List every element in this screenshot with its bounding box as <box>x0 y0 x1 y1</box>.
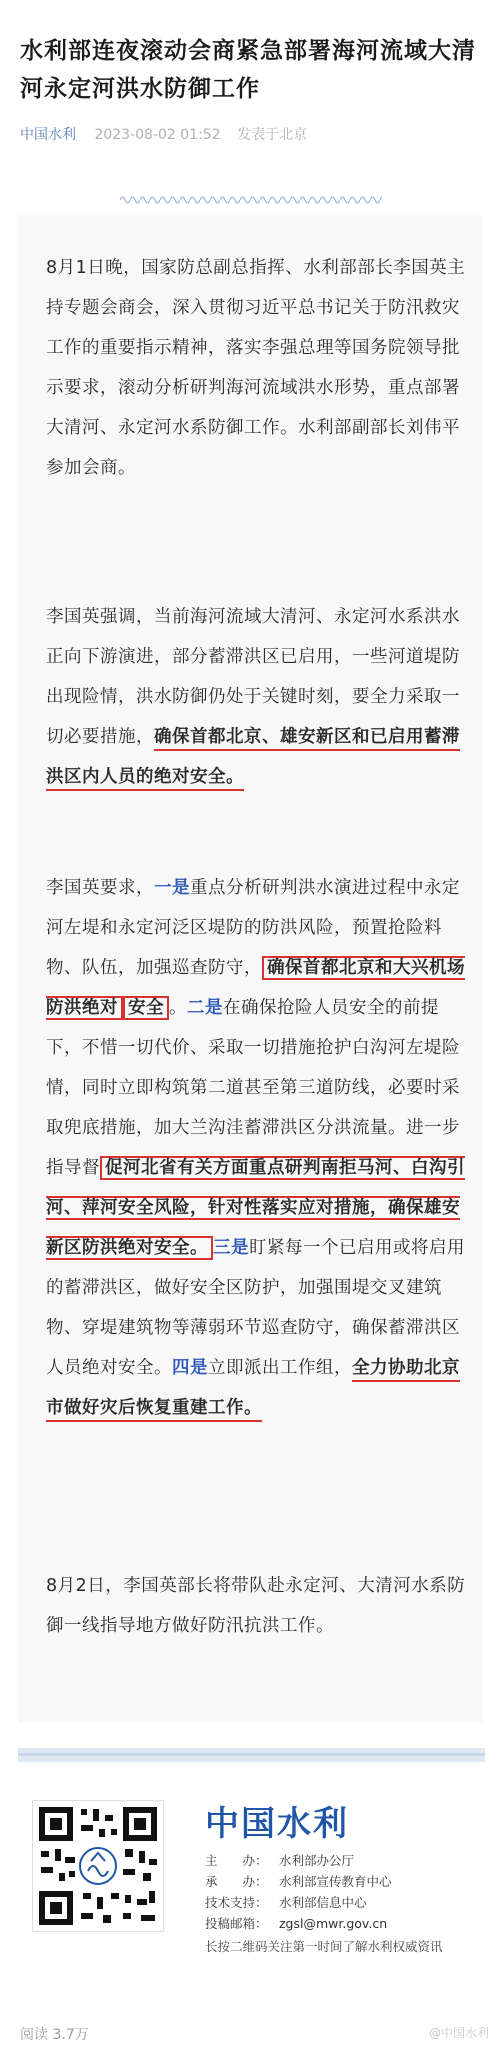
p3-text-d: 在确保抢险人员安全的前提下，不惜一切代价、采取一切措施抢护白沟河左堤险情，同时立即构筑第二道甚至第三道防线，必要时采取兜底措施，加大兰沟洼蓄滞洪区分洪流量。进一步指导督 <box>46 998 460 1178</box>
email-link[interactable]: zgsl@mwr.gov.cn <box>279 1916 388 1931</box>
paragraph-4: 8月2日，李国英部长将带队赴永定河、大清河水系防御一线指导地方做好防汛抗洪工作。 <box>46 1576 466 1636</box>
point-three-label: 三是 <box>213 1238 249 1258</box>
p3-text-c: 。 <box>169 998 187 1018</box>
point-four-label: 四是 <box>172 1358 208 1378</box>
paragraph-2 <box>46 597 466 797</box>
footer-row-organizer: 承 办： 水利部宣传教育中心 <box>205 1874 392 1889</box>
publish-date: 2023-08-02 01:52 <box>94 127 221 143</box>
article-meta <box>20 124 307 144</box>
highlight-box-2: 促河北省有关方面重点研判南拒马河、白沟引河、萍河安全风险，针对性落实应对措施，确保雄安新区防洪绝对安全。 <box>46 1158 465 1258</box>
highlight-underline-1: 确保首都北京、雄安新区和已启用蓄滞洪区内人员的绝对安全。 <box>46 727 460 787</box>
qr-code-icon[interactable] <box>32 1800 164 1932</box>
point-one-label: 一是 <box>154 878 190 898</box>
p3-intro: 李国英要求， <box>46 878 154 898</box>
paragraph-1: 8月1日晚，国家防总副总指挥、水利部部长李国英主持专题会商会，深入贯彻习近平总书记关于防汛救灾工作的重要指示精神，落实李强总理等国务院领导批示要求，滚动分析研判海河流域洪水形势，重点部署大清河、永定河水系防御工作。水利部副部长刘伟平参加会商。 <box>46 258 466 478</box>
footer-row-host: 主 办： 水利部办公厅 <box>205 1853 355 1868</box>
watermark: @中国水利 <box>428 2026 489 2040</box>
p3-text-b: 重点分析研判洪水演进过程中永定河左堤和永定河泛区堤防的防洪风险，预置抢险料物、队伍，加强巡查防守， <box>46 878 460 978</box>
paragraph-3 <box>46 868 466 1428</box>
decorative-divider-icon <box>120 192 382 208</box>
footer-tagline: 长按二维码关注第一时间了解水利权威资讯 <box>205 1939 443 1954</box>
author-link[interactable]: 中国水利 <box>20 127 76 143</box>
brand-logo-text: 中国水利 <box>205 1804 349 1844</box>
read-count: 阅读 3.7万 <box>20 2027 89 2043</box>
footer-row-email: 投稿邮箱： zgsl@mwr.gov.cn <box>205 1913 485 1934</box>
p3-text-f: 立即派出工作组， <box>208 1358 352 1378</box>
p3-text-e: 盯紧每一个已启用或将启用的蓄滞洪区，做好安全区防护，加强围堤交叉建筑物、穿堤建筑物等薄弱环节巡查防守，确保蓄滞洪区人员绝对安全。 <box>46 1238 465 1378</box>
highlight-underline-2: 全力协助北京市做好灾后恢复重建工作。 <box>46 1358 460 1418</box>
article-title: 水利部连夜滚动会商紧急部署海河流域大清河永定河洪水防御工作 <box>20 38 476 102</box>
highlight-box-1a: 确保首都北京和大兴机场防洪绝对 <box>46 958 465 1018</box>
publish-location: 发表于北京 <box>237 127 308 143</box>
highlight-box-1b: 安全 <box>123 996 169 1020</box>
point-two-label: 二是 <box>187 998 223 1018</box>
footer-row-tech: 技术支持： 水利部信息中心 <box>205 1895 367 1910</box>
paragraph-2-text: 李国英强调，当前海河流域大清河、永定河水系洪水正向下游演进，部分蓄滞洪区已启用，一些河道堤防出现险情，洪水防御仍处于关键时刻，要全力采取一切必要措施， <box>46 607 460 747</box>
footer-info <box>205 1850 485 1957</box>
footer-divider <box>18 1748 485 1762</box>
